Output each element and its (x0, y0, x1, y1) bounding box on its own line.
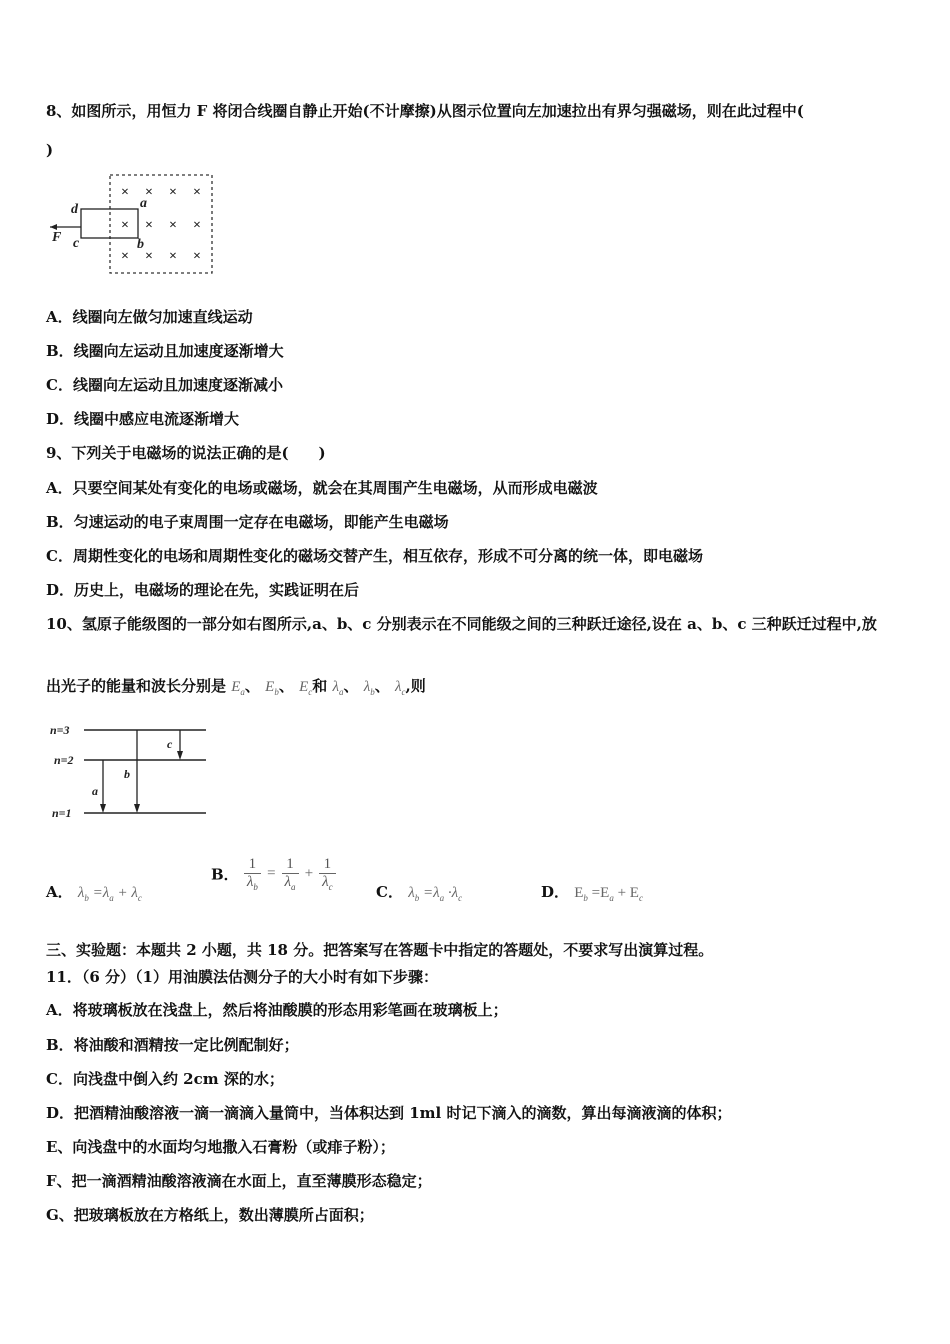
q10-option-b: B． $\frac{1}{\lambda_b}$ = $\frac{1}{\lambda_a}$ + $\frac{1}{\lambda_c}$ (211, 856, 336, 892)
label-F: F (52, 230, 62, 245)
q11-stem: 11．（6 分）（1）用油膜法估测分子的大小时有如下步骤： (46, 968, 438, 986)
q8-option-a: A．线圈向左做匀加速直线运动 (46, 308, 253, 326)
q11-step-c: C．向浅盘中倒入约 2cm 深的水； (46, 1070, 284, 1088)
q11-step-d: D．把酒精油酸溶液一滴一滴滴入量筒中，当体积达到 1ml 时记下滴入的滴数，算出每滴液滴的体积； (46, 1104, 732, 1122)
q11-step-g: G、把玻璃板放在方格纸上，数出薄膜所占面积； (46, 1206, 374, 1224)
q8-stem-line2: ) (46, 141, 54, 159)
level-n3-label: n=3 (50, 723, 70, 737)
q10-option-d: D． $E_b =E_a + E_c$ (541, 883, 643, 903)
q8-option-c: C．线圈向左运动且加速度逐渐减小 (46, 376, 283, 394)
q9-option-b: B．匀速运动的电子束周围一定存在电磁场，即能产生电磁场 (46, 513, 449, 531)
label-b: b (124, 767, 130, 781)
q11-step-f: F、把一滴酒精油酸溶液滴在水面上，直至薄膜形态稳定； (46, 1172, 432, 1190)
label-a: a (92, 784, 98, 798)
q8-option-d: D．线圈中感应电流逐渐增大 (46, 410, 240, 428)
q8-coil-figure (44, 170, 224, 278)
cross-mark: × (193, 185, 201, 200)
cross-mark: × (193, 249, 201, 264)
cross-mark: × (121, 185, 129, 200)
cross-mark: × (145, 185, 153, 200)
q10-stem-line2: 出光子的能量和波长分别是 $E_a$、 $E_b$、 $E_c$和 $\lambda_a$、 $\lambda_b$、 $\lambda_c$,则 (46, 677, 426, 697)
q9-stem: 9、下列关于电磁场的说法正确的是( ) (46, 444, 326, 462)
q8-stem-line1: 8、如图所示，用恒力 F 将闭合线圈自静止开始(不计摩擦)从图示位置向左加速拉出有界匀强磁场，则在此过程中( (46, 102, 804, 120)
cross-mark: × (145, 249, 153, 264)
q10-stem-line1: 10、氢原子能级图的一部分如右图所示,a、b、c 分别表示在不同能级之间的三种跃迁途径,设在 a、b、c 三种跃迁过程中,放 (46, 615, 877, 633)
q9-option-c: C．周期性变化的电场和周期性变化的磁场交替产生，相互依存，形成不可分离的统一体，即电磁场 (46, 547, 703, 565)
q9-option-d: D．历史上，电磁场的理论在先，实践证明在后 (46, 581, 360, 599)
q9-option-a: A．只要空间某处有变化的电场或磁场，就会在其周围产生电磁场，从而形成电磁波 (46, 479, 598, 497)
section3-heading: 三、实验题：本题共 2 小题，共 18 分。把答案写在答题卡中指定的答题处，不要求写出演算过程。 (46, 941, 714, 959)
q10-energy-level-diagram (46, 718, 216, 828)
label-c: c (73, 236, 80, 251)
cross-mark: × (193, 218, 201, 233)
level-n1-label: n=1 (52, 806, 72, 820)
q11-step-e: E、向浅盘中的水面均匀地撒入石膏粉（或痱子粉）； (46, 1138, 395, 1156)
label-b: b (137, 237, 144, 252)
cross-mark: × (121, 249, 129, 264)
q10-option-a: A． $\lambda_b =\lambda_a + \lambda_c$ (46, 883, 142, 903)
cross-mark: × (169, 218, 177, 233)
cross-mark: × (169, 185, 177, 200)
cross-mark: × (121, 218, 129, 233)
label-d: d (71, 202, 78, 217)
q11-step-b: B．将油酸和酒精按一定比例配制好； (46, 1036, 299, 1054)
cross-mark: × (169, 249, 177, 264)
level-n2-label: n=2 (54, 753, 74, 767)
label-c: c (167, 737, 173, 751)
label-a: a (140, 196, 147, 211)
cross-mark: × (145, 218, 153, 233)
q8-option-b: B．线圈向左运动且加速度逐渐增大 (46, 342, 284, 360)
q11-step-a: A．将玻璃板放在浅盘上，然后将油酸膜的形态用彩笔画在玻璃板上； (46, 1001, 508, 1019)
q10-option-c: C． $\lambda_b =\lambda_a \cdot\lambda_c$ (376, 883, 463, 903)
